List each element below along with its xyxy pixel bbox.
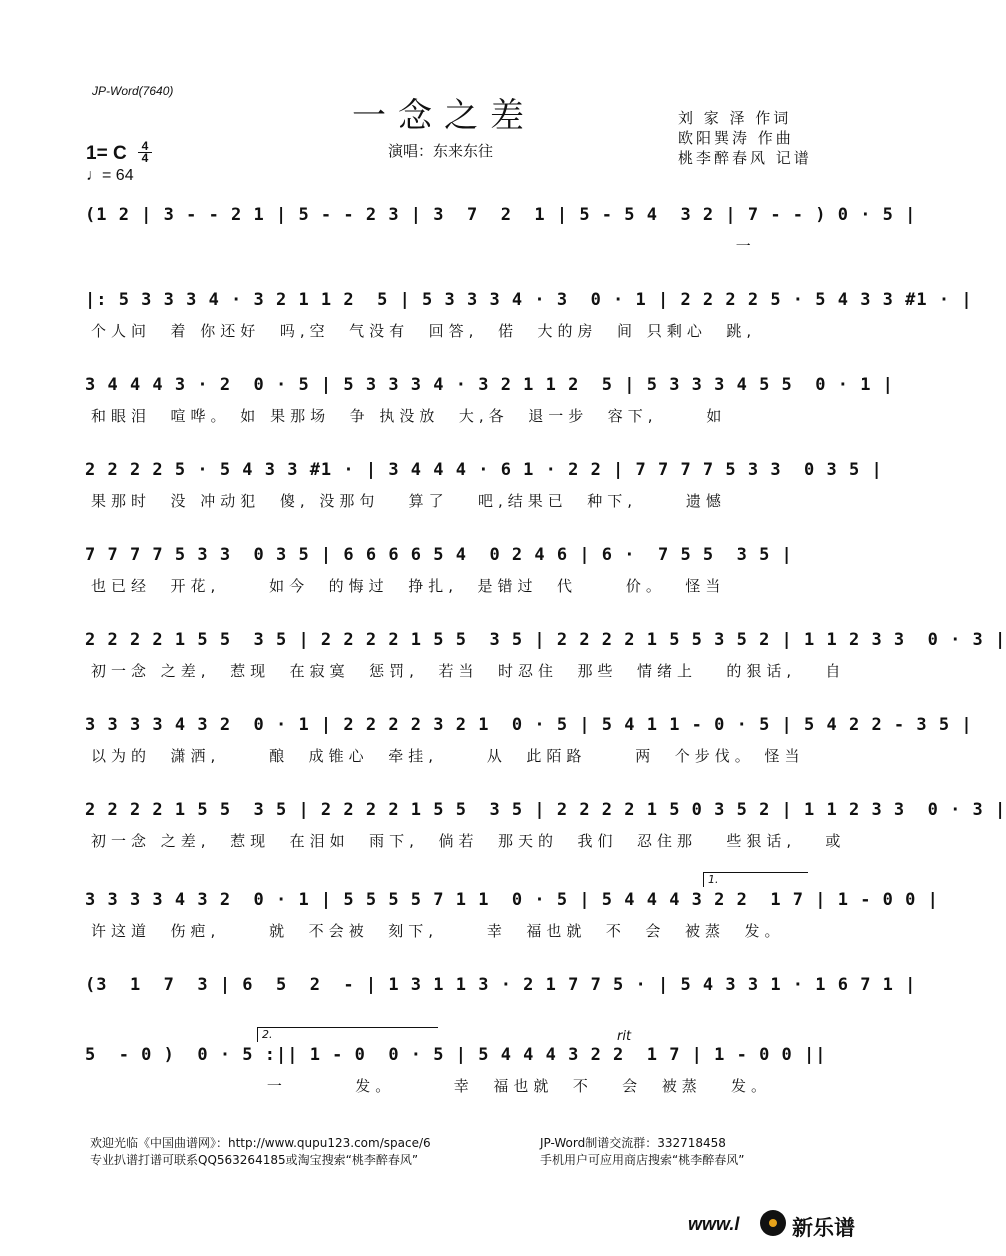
notes-line: 3 3 3 3 4 3 2 0 · 1 | 2 2 2 2 3 2 1 0 · 5 | 5 4 1 1 - 0 · 5 | 5 4 2 2 - 3 5 | [85,715,973,735]
score-row-1 [85,205,917,265]
song-title: 一念之差 [352,96,536,136]
second-ending-label: 2. [262,1028,273,1041]
transcriber: 桃李醉春风 记谱 [678,149,812,167]
notes-line: 2 2 2 2 1 5 5 3 5 | 2 2 2 2 1 5 5 3 5 | 2 2 2 2 1 5 5 3 5 2 | 1 1 2 3 3 0 · 3 | [85,630,1006,650]
notes-line: 2 2 2 2 1 5 5 3 5 | 2 2 2 2 1 5 5 3 5 | 2 2 2 2 1 5 0 3 5 2 | 1 1 2 3 3 0 · 3 | [85,800,1006,820]
footer-mobile: 手机用户可应用商店搜索“桃李醉春风” [540,1153,745,1167]
second-ending-bracket [257,1027,438,1042]
footer-group: JP-Word制谱交流群：332718458 [540,1136,726,1150]
notes-line: |: 5 3 3 3 4 · 3 2 1 1 2 5 | 5 3 3 3 4 · 3 0 · 1 | 2 2 2 2 5 · 5 4 3 3 #1 · | [85,290,973,310]
ritardando-mark: rit [617,1029,632,1044]
time-signature-top: 4 [141,139,149,153]
score-row-4 [85,460,883,520]
notes-line: 5 - 0 ) 0 · 5 :|| 1 - 0 0 · 5 | 5 4 4 4 3 2 2 1 7 | 1 - 0 0 || [85,1045,827,1065]
notes-line: 3 4 4 4 3 · 2 0 · 5 | 5 3 3 3 4 · 3 2 1 1 2 5 | 5 3 3 3 4 5 5 0 · 1 | [85,375,894,395]
notes-line: 3 3 3 3 4 3 2 0 · 1 | 5 5 5 5 7 1 1 0 · 5 | 5 4 4 4 3 2 2 1 7 | 1 - 0 0 | [85,890,939,910]
score-row-2 [85,290,973,350]
credits [678,108,812,168]
score-row-11 [85,1028,827,1105]
notes-line: 2 2 2 2 5 · 5 4 3 3 #1 · | 3 4 4 4 · 6 1 · 2 2 | 7 7 7 7 5 3 3 0 3 5 | [85,460,883,480]
lyric-line: 初一念 之差, 惹现 在寂寞 惩罚, 若当 时忍住 那些 情绪上 的狠话, 自 [91,662,846,680]
score-row-9 [85,873,939,950]
notes-line: 7 7 7 7 5 3 3 0 3 5 | 6 6 6 6 5 4 0 2 4 6 | 6 · 7 5 5 3 5 | [85,545,793,565]
score-row-7 [85,715,973,775]
lyric-line: 个人问 着 你还好 吗,空 气没有 回答, 偌 大的房 间 只剩心 跳, [91,322,757,340]
lyricist: 刘 家 泽 作词 [678,109,792,127]
first-ending-label: 1. [708,873,719,886]
watermark-url: www.l [688,1214,740,1234]
lyric-line: 一 发。 幸 福也就 不 会 被蒸 发。 [91,1077,772,1095]
watermark-name: 新乐谱 [792,1216,855,1240]
singer: 演唱：东来东往 [388,142,494,160]
first-ending-bracket [703,872,808,887]
time-signature [138,141,152,164]
score-row-5 [85,545,807,605]
footer-left [90,1135,431,1169]
score-row-8 [85,800,1006,860]
score-row-3 [85,375,894,435]
key-signature: 1= C [86,143,127,164]
composer: 欧阳巽涛 作曲 [678,129,794,147]
footer-right [540,1135,744,1169]
lyric-line: 一 [91,237,756,255]
score-row-6 [85,630,1006,690]
lyric-line: 以为的 潇洒, 酿 成锥心 牵挂, 从 此陌路 两 个步伐。 怪当 [91,747,805,765]
lyric-line: 和眼泪 喧哗。 如 果那场 争 执没放 大,各 退一步 容下, 如 [91,407,727,425]
footer-website: 欢迎光临《中国曲谱网》：http://www.qupu123.com/space/6 [90,1136,431,1150]
lyric-line: 果那时 没 冲动犯 傻, 没那句 算了 吧,结果已 种下, 遗憾 [91,492,726,510]
lyric-line: 初一念 之差, 惹现 在泪如 雨下, 倘若 那天的 我们 忍住那 些狠话, 或 [91,832,846,850]
lyric-line: 也已经 开花, 如今 的悔过 挣扎, 是错过 代 价。 怪当 [91,577,726,595]
notes-line: (3 1 7 3 | 6 5 2 - | 1 3 1 1 3 · 2 1 7 7 5 · | 5 4 3 3 1 · 1 6 7 1 | [85,975,917,995]
time-signature-bottom: 4 [138,152,152,164]
software-label: JP-Word(7640) [92,84,174,98]
lyric-line: 许这道 伤疤, 就 不会被 刻下, 幸 福也就 不 会 被蒸 发。 [91,922,785,940]
score-row-10 [85,975,917,1035]
notes-line: (1 2 | 3 - - 2 1 | 5 - - 2 3 | 3 7 2 1 | 5 - 5 4 3 2 | 7 - - ) 0 · 5 | [85,205,917,225]
footer-contact: 专业扒谱打谱可联系QQ563264185或淘宝搜索“桃李醉春风” [90,1153,419,1167]
tempo-mark: ♩= 64 [86,167,134,184]
record-logo-icon [760,1210,786,1236]
